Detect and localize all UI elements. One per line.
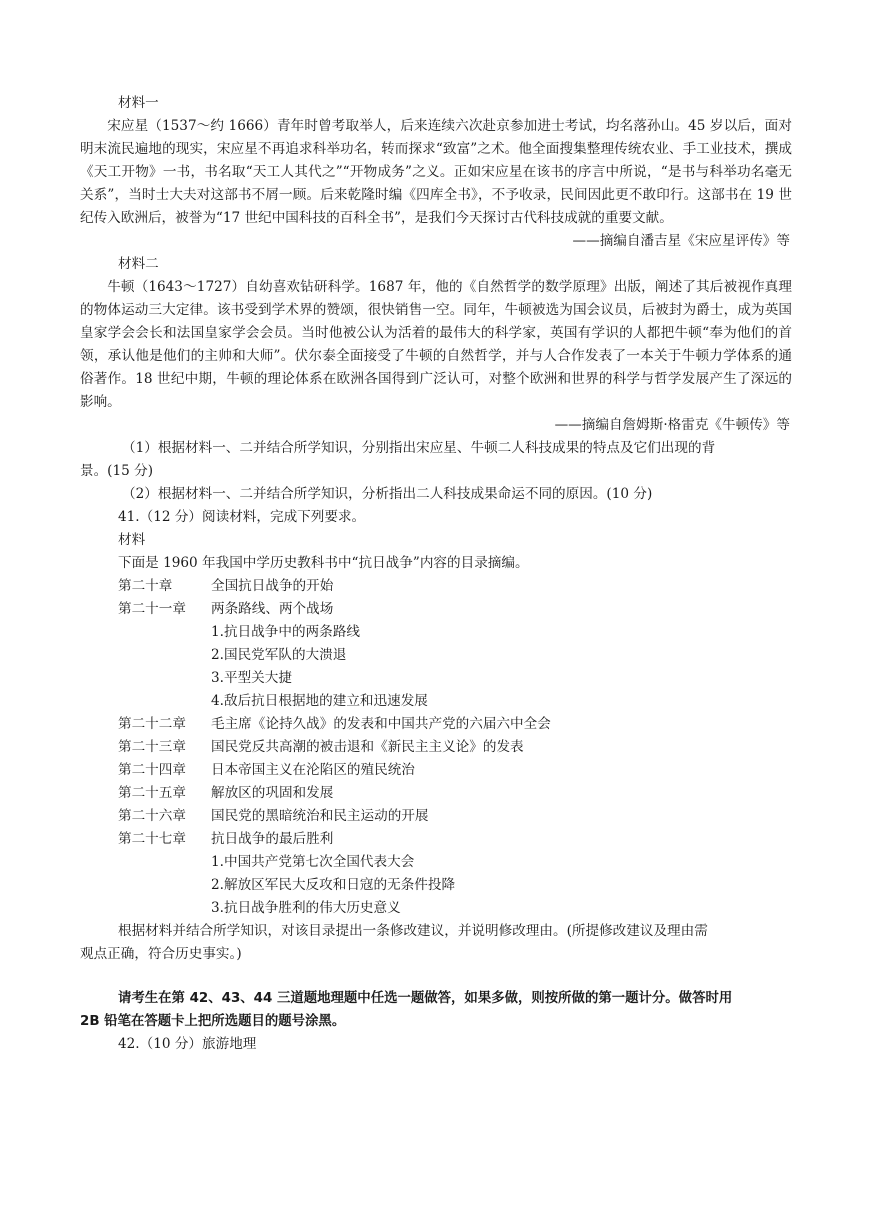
q41-material-label: 材料 [118,532,146,548]
geo-notice-line1: 请考生在第 42、43、44 三道题地理题中任选一题做答，如果多做，则按所做的第一题计分。做答时用 [118,991,733,1006]
material2-heading: 材料二 [118,256,159,272]
toc-chapter [80,805,792,828]
chapter-title: 日本帝国主义在沦陷区的殖民统治 [211,762,415,778]
toc-chapter [80,736,792,759]
toc-section: 3.平型关大捷 [211,670,292,686]
q42-header: 42.（10 分）旅游地理 [118,1036,257,1052]
toc-section: 2.解放区军民大反攻和日寇的无条件投降 [211,877,456,893]
material1-paragraph: 宋应星（1537～约 1666）青年时曾考取举人，后来连续六次赴京参加进士考试，均名落孙山。45 岁以后，面对明末流民遍地的现实，宋应星不再追求科举功名，转而探求“致富”之术。他全面搜集整理传统农业、手工业技术，撰成《天工开物》一书，书名取“天工人其代之”“开物成务”之义。正如宋应星在该书的序言中所说，“是书与科举功名毫无关系”，当时士大夫对这部书不屑一顾。后来乾隆时编《四库全书》，不予收录，民间因此更不敢印行。这部书在 19 世纪传入欧洲后，被誉为“17 世纪中国科技的百科全书”，是我们今天探讨古代科技成就的重要文献。 [80,118,792,226]
chapter-number: 第二十五章 [118,785,186,801]
toc-chapter [80,598,792,621]
q40-sub1-line2: 景。(15 分) [80,463,154,479]
exam-page [80,92,792,1056]
toc-section: 4.敌后抗日根据地的建立和迅速发展 [211,693,428,709]
chapter-number: 第二十六章 [118,808,186,824]
chapter-number: 第二十一章 [118,601,186,617]
q40-sub1-line1: （1）根据材料一、二并结合所学知识，分别指出宋应星、牛顿二人科技成果的特点及它们出现的背 [122,440,716,456]
chapter-title: 全国抗日战争的开始 [211,578,334,594]
q40-sub2: （2）根据材料一、二并结合所学知识，分析指出二人科技成果命运不同的原因。(10 分) [122,486,653,502]
chapter-title: 国民党反共高潮的被击退和《新民主主义论》的发表 [211,739,524,755]
chapter-title: 毛主席《论持久战》的发表和中国共产党的六届六中全会 [211,716,551,732]
q41-intro: 下面是 1960 年我国中学历史教科书中“抗日战争”内容的目录摘编。 [118,555,529,571]
chapter-number: 第二十四章 [118,762,186,778]
material1-heading: 材料一 [118,95,159,111]
toc-section: 3.抗日战争胜利的伟大历史意义 [211,900,401,916]
toc-chapter [80,782,792,805]
section-gap [80,966,792,987]
toc-chapter [80,575,792,598]
chapter-title: 解放区的巩固和发展 [211,785,334,801]
chapter-number: 第二十二章 [118,716,186,732]
chapter-title: 国民党的黑暗统治和民主运动的开展 [211,808,429,824]
material1-source: ——摘编自潘吉星《宋应星评传》等 [572,233,790,249]
q41-header: 41.（12 分）阅读材料，完成下列要求。 [118,509,366,525]
toc-chapter [80,759,792,782]
material2-source: ——摘编自詹姆斯·格雷克《牛顿传》等 [554,417,790,433]
material2-paragraph: 牛顿（1643～1727）自幼喜欢钻研科学。1687 年，他的《自然哲学的数学原理》出版，阐述了其后被视作真理的物体运动三大定律。该书受到学术界的赞颂，很快销售一空。同年，牛顿被选为国会议员，后被封为爵士，成为英国皇家学会会长和法国皇家学会会员。当时他被公认为活着的最伟大的科学家，英国有学识的人都把牛顿“奉为他们的首领，承认他是他们的主帅和大师”。伏尔泰全面接受了牛顿的自然哲学，并与人合作发表了一本关于牛顿力学体系的通俗著作。18 世纪中期，牛顿的理论体系在欧洲各国得到广泛认可，对整个欧洲和世界的科学与哲学发展产生了深远的影响。 [80,279,792,410]
q41-task-line1: 根据材料并结合所学知识，对该目录提出一条修改建议，并说明修改理由。(所提修改建议及理由需 [118,923,708,939]
toc-section: 1.中国共产党第七次全国代表大会 [211,854,415,870]
geo-notice-line2: 2B 铅笔在答题卡上把所选题目的题号涂黑。 [80,1014,346,1029]
chapter-number: 第二十七章 [118,831,186,847]
toc [80,575,792,920]
chapter-title: 抗日战争的最后胜利 [211,831,334,847]
chapter-number: 第二十三章 [118,739,186,755]
chapter-number: 第二十章 [118,578,173,594]
chapter-title: 两条路线、两个战场 [211,601,334,617]
toc-section: 1.抗日战争中的两条路线 [211,624,360,640]
toc-chapter [80,713,792,736]
q41-task-line2: 观点正确，符合历史事实。) [80,946,242,962]
toc-section: 2.国民党军队的大溃退 [211,647,347,663]
toc-chapter [80,828,792,851]
